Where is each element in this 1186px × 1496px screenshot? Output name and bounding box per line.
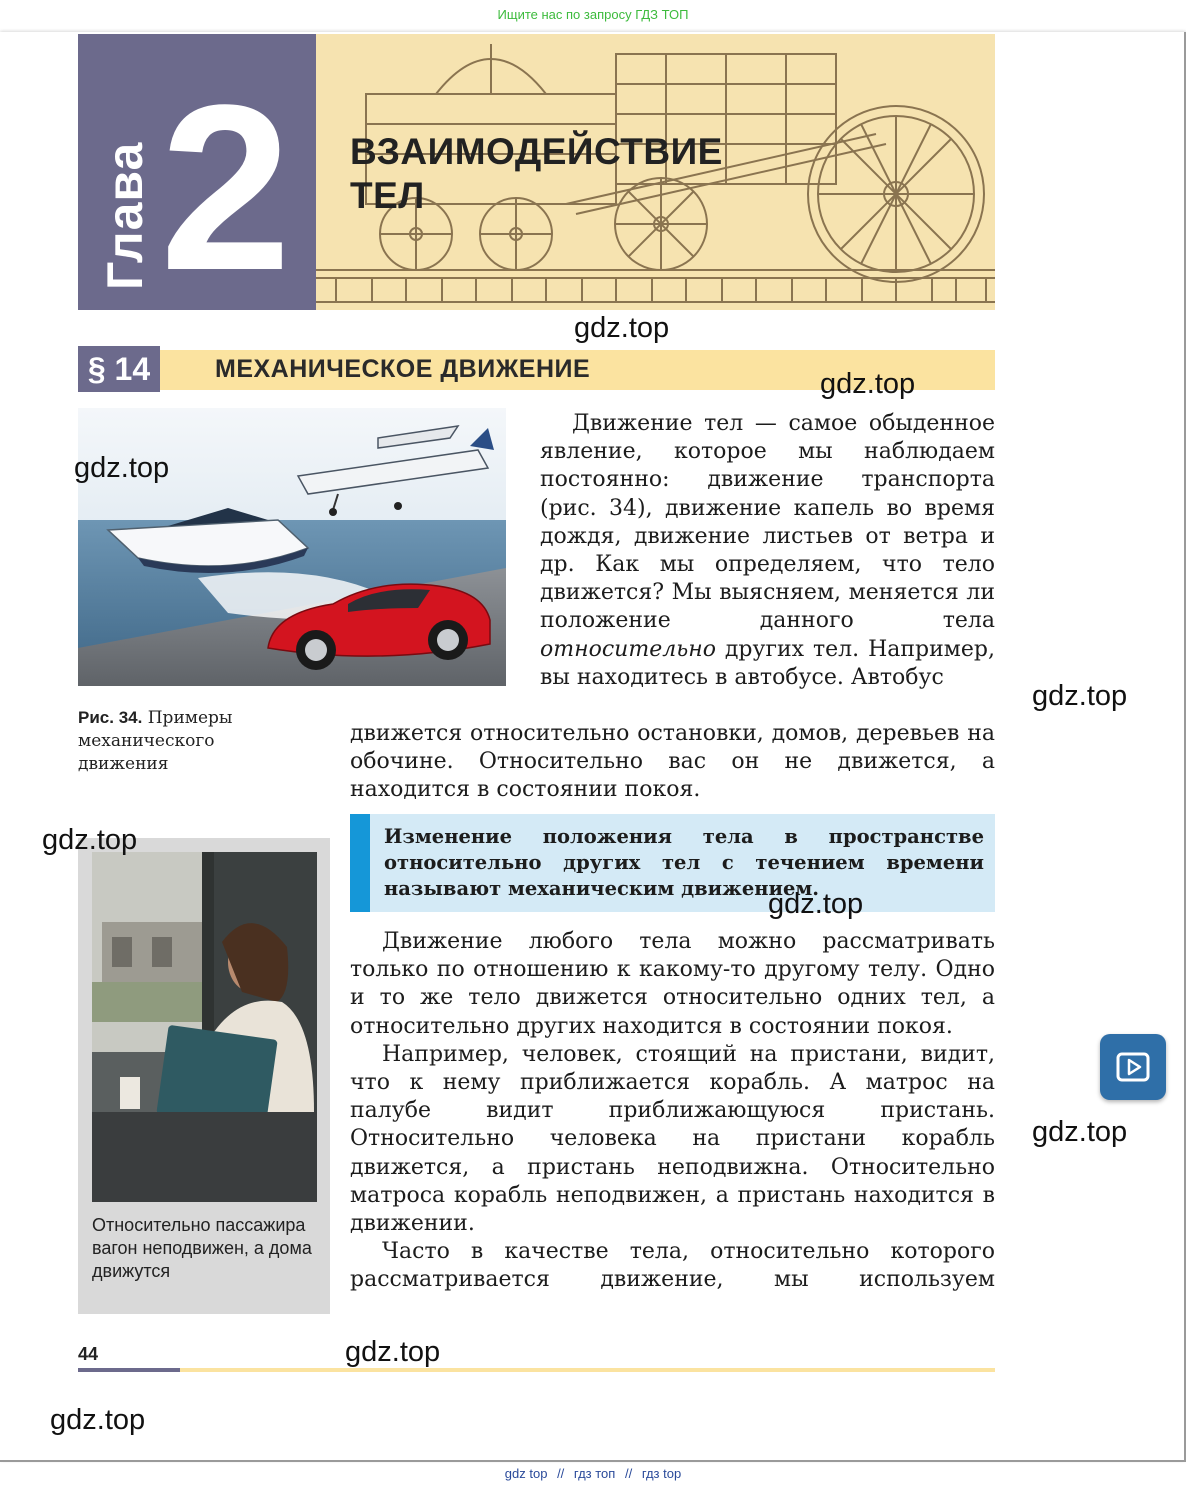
section-title: МЕХАНИЧЕСКОЕ ДВИЖЕНИЕ: [215, 355, 591, 383]
body-paragraph: Например, человек, стоящий на пристани, видит, что к нему приближается корабль. А матрос на палубе видит приближающуюся пристань. Относительно человека на пристани корабль движется, а пристань неподвижна. Относительно матроса корабль неподвижен, а пристань находится в движении.: [350, 1041, 995, 1237]
section-number: § 14: [78, 346, 160, 392]
figure-34-label: Рис. 34.: [78, 708, 143, 727]
watermark: gdz.top: [820, 368, 916, 400]
watermark: gdz.top: [42, 824, 138, 856]
body-text: [350, 928, 995, 1295]
video-button[interactable]: [1100, 1034, 1166, 1100]
chapter-number: 2: [160, 56, 292, 320]
body-paragraph: Движение любого тела можно рассматривать только по отношению к какому-то другому телу. Одно и то же тело движется относительно одних тел, а относительно других находится в состоянии покоя.: [350, 929, 995, 1039]
watermark: gdz.top: [50, 1404, 146, 1436]
transport-photo: [78, 408, 506, 686]
transport-illustration: [78, 408, 506, 686]
bottom-link[interactable]: гдз top: [641, 1466, 682, 1481]
footer-line-light: [180, 1368, 995, 1372]
definition-text: Изменение положения тела в пространстве относительно других тел с течением времени называют механическим движением.: [384, 825, 984, 900]
passenger-caption: Относительно пассажира вагон неподвижен, а дома движутся: [92, 1215, 312, 1281]
watermark: gdz.top: [1032, 1116, 1128, 1148]
bottom-link-separator: //: [624, 1466, 633, 1481]
footer-line-dark: [78, 1368, 180, 1372]
top-banner[interactable]: Ищите нас по запросу ГДЗ ТОП: [497, 7, 689, 22]
bottom-link-separator: //: [557, 1466, 565, 1481]
chapter-title: [350, 130, 723, 218]
intro-text-b: других тел. Например, вы находитесь в автобусе. Автобус: [540, 636, 995, 690]
intro-italic-term: относительно: [540, 636, 716, 662]
watermark: gdz.top: [74, 452, 170, 484]
page-number: 44: [78, 1344, 99, 1364]
intro-text-a: Движение тел — самое обыденное явление, которое мы наблюдаем постоянно: движение транспорта (рис. 34), движение капель во время дождя, движение листьев от ветра и др. Как мы определяем, что тело движется? Мы выясняем, меняется ли положение данного тела: [540, 411, 995, 634]
bottom-link[interactable]: гдз топ: [573, 1466, 616, 1481]
play-video-icon: [1115, 1049, 1151, 1085]
passenger-photo: [92, 852, 317, 1202]
chapter-title-line1: ВЗАИМОДЕЙСТВИЕ: [350, 131, 723, 172]
intro-paragraph: [540, 410, 995, 692]
body-paragraph: Часто в качестве тела, относительно которого рассматривается движение, мы используем: [350, 1239, 995, 1293]
passenger-illustration: [92, 852, 317, 1202]
intro-paragraph-continued: движется относительно остановки, домов, деревьев на обочине. Относительно вас он не движется, а находится в состоянии покоя.: [350, 721, 995, 803]
definition-stripe: [350, 814, 370, 912]
figure-34-caption: [78, 706, 298, 776]
watermark: gdz.top: [345, 1336, 441, 1368]
watermark: gdz.top: [1032, 680, 1128, 712]
watermark: gdz.top: [574, 312, 670, 344]
bottom-links: [0, 1466, 1186, 1481]
watermark: gdz.top: [768, 888, 864, 920]
chapter-word: Глава: [97, 141, 153, 290]
bottom-link[interactable]: gdz top: [504, 1466, 548, 1481]
chapter-title-line2: ТЕЛ: [350, 175, 425, 216]
figure-34-text: Примеры механического движения: [78, 708, 233, 774]
